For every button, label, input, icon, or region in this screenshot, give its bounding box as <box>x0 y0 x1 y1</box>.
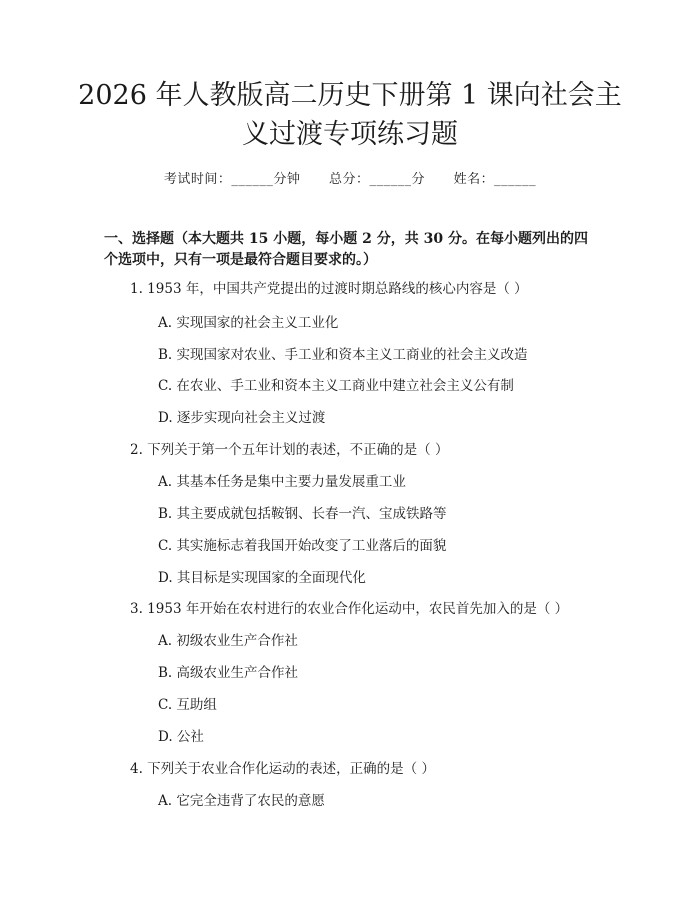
question-option: B. 高级农业生产合作社 <box>158 665 299 681</box>
question-option: A. 其基本任务是集中主要力量发展重工业 <box>158 474 406 490</box>
question-stem: 4. 下列关于农业合作化运动的表述，正确的是（ ） <box>130 761 435 777</box>
question-option: C. 在农业、手工业和资本主义工商业中建立社会主义公有制 <box>158 378 514 394</box>
question-option: D. 逐步实现向社会主义过渡 <box>158 410 326 426</box>
question-stem: 2. 下列关于第一个五年计划的表述，不正确的是（ ） <box>130 442 449 458</box>
question-stem: 1. 1953 年，中国共产党提出的过渡时期总路线的核心内容是（ ） <box>130 281 528 297</box>
question-option: A. 它完全违背了农民的意愿 <box>158 793 325 809</box>
question-option: B. 其主要成就包括鞍钢、长春一汽、宝成铁路等 <box>158 506 447 522</box>
exam-meta <box>0 168 700 187</box>
question-option: A. 初级农业生产合作社 <box>158 633 298 649</box>
section-heading: 一、选择题（本大题共 15 小题，每小题 2 分，共 30 分。在每小题列出的四个选项中，只有一项是最符合题目要求的。） <box>104 231 588 268</box>
question-option: B. 实现国家对农业、手工业和资本主义工商业的社会主义改造 <box>158 347 528 363</box>
exam-student-name: 姓名：______ <box>453 172 537 187</box>
title-line-1: 2026 年人教版高二历史下册第 1 课向社会主 <box>78 80 622 111</box>
question-option: C. 其实施标志着我国开始改变了工业落后的面貌 <box>158 538 447 554</box>
page-title <box>60 76 640 154</box>
question-option: C. 互助组 <box>158 697 217 713</box>
question-option: D. 其目标是实现国家的全面现代化 <box>158 570 366 586</box>
question-option: D. 公社 <box>158 729 204 745</box>
question-stem: 3. 1953 年开始在农村进行的农业合作化运动中，农民首先加入的是（ ） <box>130 601 569 617</box>
exam-time: 考试时间：______分钟 <box>163 172 301 187</box>
title-line-2: 义过渡专项练习题 <box>242 119 458 150</box>
question-option: A. 实现国家的社会主义工业化 <box>158 315 339 331</box>
exam-total-score: 总分：______分 <box>328 172 425 187</box>
